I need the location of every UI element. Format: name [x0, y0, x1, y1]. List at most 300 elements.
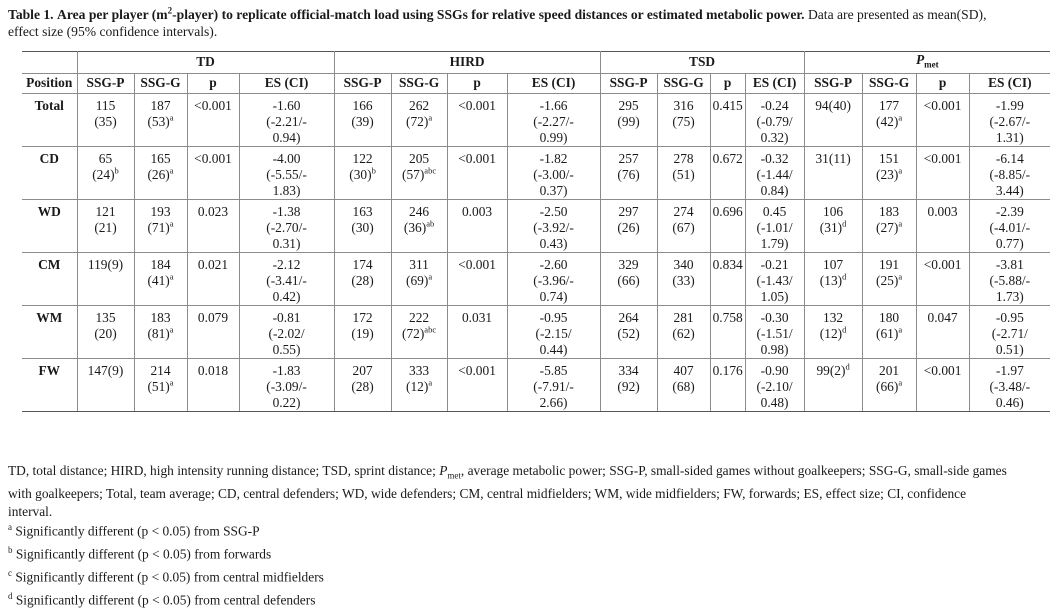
tsd-p-cell: 0.834	[710, 252, 745, 305]
es-line: (-2.70/-	[266, 219, 307, 235]
value-mean: 165	[150, 150, 171, 166]
value-sd-line	[337, 379, 389, 395]
value-sd-line	[337, 326, 389, 342]
position-cell: Total	[22, 93, 77, 146]
pmet-sub: met	[924, 59, 939, 70]
group-header: TSD	[600, 52, 804, 74]
pmet-ssgp-cell	[804, 199, 862, 252]
table-row	[22, 358, 1050, 411]
footnote-text: , average metabolic power; SSG-P, small-sided games without goalkeepers; SSG-G, small-side games with goalkeepers; Total, team average; CD, central defenders; WD, wide defenders; CM, central midfielders; WM, wide midfielders; FW, forwards; ES, effect size; CI, confidence interval.	[8, 463, 1007, 519]
es-line: -5.85	[539, 362, 568, 378]
hird-ssgp-cell	[334, 305, 391, 358]
hird-ssgg-cell	[391, 93, 447, 146]
td-p-cell: <0.001	[187, 93, 239, 146]
hird-p-cell: <0.001	[447, 252, 507, 305]
note-item	[8, 587, 324, 610]
table-row	[22, 93, 1050, 146]
td-p-cell: 0.018	[187, 358, 239, 411]
es-line: 0.42)	[272, 288, 301, 304]
value-sd-line	[337, 273, 389, 289]
es-line: -2.60	[539, 256, 568, 272]
column-header: p	[710, 73, 745, 93]
es-line: -2.12	[272, 256, 301, 272]
value-sd: (30)	[351, 219, 374, 235]
hird-es-cell	[507, 252, 600, 305]
value-sd: (81)	[147, 325, 170, 341]
value-mean: 65	[98, 150, 113, 166]
es-line: 0.74)	[539, 288, 568, 304]
es-line: -4.00	[272, 150, 301, 166]
significance-mark: d	[845, 361, 850, 372]
value-sd: (30)	[349, 166, 372, 182]
significance-mark: a	[428, 377, 433, 388]
td-ssgg-cell	[134, 252, 187, 305]
es-line: (-2.10/	[756, 378, 793, 394]
hird-ssgg-cell	[391, 146, 447, 199]
value-sd-line	[865, 379, 914, 395]
value-mean: 329	[618, 256, 639, 272]
column-header: ES (CI)	[507, 73, 600, 93]
hird-es-cell	[507, 358, 600, 411]
hird-es-cell	[507, 146, 600, 199]
es-line: (-8.85/-	[989, 166, 1031, 182]
value-line	[807, 363, 860, 379]
column-header: p	[447, 73, 507, 93]
es-line: (-2.15/	[535, 325, 572, 341]
value-sd: (28)	[351, 378, 374, 394]
value-sd: (99)	[617, 113, 640, 129]
pmet-ssgp-cell	[804, 252, 862, 305]
es-line: -2.50	[539, 203, 568, 219]
td-p-cell: <0.001	[187, 146, 239, 199]
note-text: Significantly different (p < 0.05) from SSG-P	[15, 523, 260, 539]
position-cell: CD	[22, 146, 77, 199]
value-sd: (57)	[401, 166, 425, 182]
significance-mark: a	[898, 112, 903, 123]
value-sd-line	[137, 326, 185, 342]
es-line: -6.14	[995, 150, 1024, 166]
value-mean: 281	[673, 309, 694, 325]
significance-mark: a	[169, 324, 174, 335]
value-sd-line	[137, 273, 185, 289]
value-sd: (20)	[94, 325, 117, 341]
significance-mark: b	[371, 165, 376, 176]
td-ssgp-cell	[77, 93, 134, 146]
tsd-es-cell	[745, 199, 804, 252]
es-line: (-3.92/-	[533, 219, 574, 235]
es-line: -2.39	[995, 203, 1024, 219]
value-sd-line	[394, 167, 445, 183]
es-line: 0.37)	[539, 182, 568, 198]
hird-ssgg-cell	[391, 358, 447, 411]
significance-mark: a	[428, 271, 433, 282]
es-line: -0.90	[760, 362, 789, 378]
value-sd: (67)	[672, 219, 695, 235]
value-mean: 180	[879, 309, 900, 325]
column-header: SSG-G	[391, 73, 447, 93]
value-sd-line	[80, 220, 132, 236]
value-sd: (27)	[876, 219, 899, 235]
significance-mark: a	[169, 377, 174, 388]
value-sd: (25)	[876, 272, 899, 288]
significance-mark: ab	[426, 218, 435, 229]
value-sd-line	[865, 167, 914, 183]
tsd-es-cell	[745, 146, 804, 199]
pmet-es-cell	[969, 358, 1050, 411]
significance-mark: b	[114, 165, 119, 176]
column-header: SSG-P	[77, 73, 134, 93]
group-header-empty	[22, 52, 77, 74]
es-line: (-2.21/-	[266, 113, 307, 129]
pmet-ssgp-cell	[804, 305, 862, 358]
value-sd-line	[80, 167, 132, 183]
es-line: 0.45	[762, 203, 787, 219]
es-line: -3.81	[995, 256, 1024, 272]
value-mean: 316	[673, 97, 694, 113]
abbreviations-footnote	[8, 462, 1012, 521]
es-line: (-3.00/-	[533, 166, 574, 182]
value-sd: (26)	[147, 166, 170, 182]
value-sd: (36)	[403, 219, 427, 235]
pmet-base: P	[915, 52, 925, 67]
hird-p-cell: <0.001	[447, 146, 507, 199]
value-mean: 193	[150, 203, 171, 219]
value-sd-line	[807, 326, 860, 342]
hird-ssgp-cell	[334, 146, 391, 199]
value-sd-line	[337, 167, 389, 183]
tsd-ssgp-cell	[600, 305, 657, 358]
es-line: (-7.91/-	[533, 378, 574, 394]
value-sd-line	[394, 273, 445, 289]
column-header: p	[916, 73, 969, 93]
pmet-ssgg-cell	[862, 252, 916, 305]
note-mark: a	[8, 522, 12, 532]
value-mean: 246	[409, 203, 430, 219]
position-cell: FW	[22, 358, 77, 411]
es-line: (-5.55/-	[266, 166, 307, 182]
value-sd: (72)	[406, 113, 429, 129]
value-sd-line	[807, 220, 860, 236]
td-p-cell: 0.021	[187, 252, 239, 305]
hird-es-cell	[507, 199, 600, 252]
value-sd-line	[865, 220, 914, 236]
value-sd-line	[660, 220, 708, 236]
significance-mark: a	[169, 112, 174, 123]
value-sd: (75)	[672, 113, 695, 129]
caption-title-part: Area per player (m	[57, 7, 168, 22]
column-header: SSG-G	[862, 73, 916, 93]
value-sd-line	[865, 273, 914, 289]
es-line: (-4.01/-	[989, 219, 1031, 235]
es-line: (-0.79/	[756, 113, 793, 129]
value-sd-line	[137, 220, 185, 236]
significance-notes	[8, 518, 324, 610]
table-caption	[8, 6, 1012, 40]
value-mean: 172	[352, 309, 373, 325]
value-sd: (19)	[351, 325, 374, 341]
es-line: (-3.96/-	[533, 272, 574, 288]
value-sd-line	[660, 167, 708, 183]
tsd-ssgp-cell	[600, 252, 657, 305]
value-line	[807, 151, 860, 167]
value-sd-line	[603, 220, 655, 236]
pmet-p-cell: <0.001	[916, 252, 969, 305]
value-mean: 201	[879, 362, 900, 378]
value-sd: (28)	[351, 272, 374, 288]
hird-p-cell: 0.031	[447, 305, 507, 358]
pmet-ssgp-cell	[804, 93, 862, 146]
value-sd: (66)	[876, 378, 899, 394]
value-sd-line	[394, 326, 445, 342]
value-mean: 99(2)	[816, 362, 846, 378]
tsd-ssgg-cell	[657, 305, 710, 358]
es-line: 1.73)	[995, 288, 1024, 304]
value-sd-line	[865, 326, 914, 342]
es-line: (-1.51/	[756, 325, 793, 341]
es-line: -0.24	[760, 97, 789, 113]
value-mean: 166	[352, 97, 373, 113]
hird-ssgp-cell	[334, 358, 391, 411]
es-line: 1.31)	[995, 129, 1024, 145]
value-mean: 334	[618, 362, 639, 378]
hird-ssgp-cell	[334, 252, 391, 305]
column-header: SSG-P	[804, 73, 862, 93]
value-mean: 187	[150, 97, 171, 113]
es-line: (-2.02/	[268, 325, 305, 341]
tsd-es-cell	[745, 358, 804, 411]
value-mean: 184	[150, 256, 171, 272]
note-mark: b	[8, 545, 13, 556]
hird-ssgp-cell	[334, 93, 391, 146]
note-item	[8, 564, 324, 587]
pmet-es-cell	[969, 252, 1050, 305]
es-line: 2.66)	[539, 394, 568, 410]
td-es-cell	[239, 199, 334, 252]
value-mean: 274	[673, 203, 694, 219]
value-mean: 174	[352, 256, 373, 272]
value-sd: (39)	[351, 113, 374, 129]
value-sd-line	[394, 220, 445, 236]
note-item	[8, 518, 324, 541]
es-line: -0.30	[760, 309, 789, 325]
es-line: 0.48)	[760, 394, 789, 410]
es-line: 0.46)	[995, 394, 1024, 410]
value-mean: 407	[673, 362, 694, 378]
group-header: HIRD	[334, 52, 600, 74]
tsd-ssgg-cell	[657, 358, 710, 411]
es-line: 0.84)	[760, 182, 789, 198]
es-line: (-2.27/-	[533, 113, 574, 129]
tsd-ssgp-cell	[600, 358, 657, 411]
value-mean: 122	[352, 150, 373, 166]
value-sd-line	[865, 114, 914, 130]
value-mean: 264	[618, 309, 639, 325]
value-mean: 31(11)	[815, 150, 851, 166]
hird-ssgg-cell	[391, 199, 447, 252]
value-sd: (52)	[617, 325, 640, 341]
es-line: -1.97	[995, 362, 1024, 378]
significance-mark: a	[169, 165, 174, 176]
value-sd: (26)	[617, 219, 640, 235]
hird-es-cell	[507, 305, 600, 358]
es-line: -1.83	[272, 362, 301, 378]
value-sd-line	[660, 379, 708, 395]
pmet-p-cell: 0.003	[916, 199, 969, 252]
value-sd-line	[137, 167, 185, 183]
es-line: (-3.48/-	[989, 378, 1031, 394]
value-mean: 106	[823, 203, 844, 219]
es-line: (-3.41/-	[266, 272, 307, 288]
value-mean: 121	[95, 203, 116, 219]
td-ssgg-cell	[134, 93, 187, 146]
footnote-pmet-sub: met	[447, 470, 461, 481]
significance-mark: d	[842, 324, 847, 335]
significance-mark: abc	[424, 165, 437, 176]
value-sd: (51)	[672, 166, 695, 182]
value-sd: (72)	[401, 325, 425, 341]
caption-title-part: -player) to replicate official-match load using SSGs for relative speed distances or estimated metabolic power.	[172, 7, 805, 22]
value-mean: 132	[823, 309, 844, 325]
tsd-es-cell	[745, 252, 804, 305]
note-text: Significantly different (p < 0.05) from central midfielders	[15, 569, 324, 585]
es-line: -1.38	[272, 203, 301, 219]
value-mean: 214	[150, 362, 171, 378]
position-cell: WD	[22, 199, 77, 252]
es-line: (-1.43/	[756, 272, 793, 288]
pmet-p-cell: 0.047	[916, 305, 969, 358]
value-line	[80, 257, 132, 273]
column-header: SSG-G	[134, 73, 187, 93]
value-sd: (61)	[876, 325, 899, 341]
value-sd: (42)	[876, 113, 899, 129]
pmet-ssgp-cell	[804, 146, 862, 199]
td-p-cell: 0.023	[187, 199, 239, 252]
note-text: Significantly different (p < 0.05) from forwards	[15, 546, 272, 562]
value-sd: (68)	[672, 378, 695, 394]
note-item	[8, 541, 324, 564]
tsd-ssgg-cell	[657, 146, 710, 199]
significance-mark: a	[169, 271, 174, 282]
es-line: 0.99)	[539, 129, 568, 145]
value-sd-line	[807, 273, 860, 289]
es-line: 1.05)	[760, 288, 789, 304]
value-mean: 183	[150, 309, 171, 325]
es-line: (-1.44/	[756, 166, 793, 182]
footnote-text: TD, total distance; HIRD, high intensity running distance; TSD, sprint distance;	[8, 463, 436, 478]
pmet-p-cell: <0.001	[916, 358, 969, 411]
tsd-es-cell	[745, 305, 804, 358]
es-line: -1.60	[272, 97, 301, 113]
es-line: (-1.01/	[756, 219, 793, 235]
column-header: ES (CI)	[969, 73, 1050, 93]
es-line: 0.77)	[995, 235, 1024, 251]
value-mean: 295	[618, 97, 639, 113]
tsd-es-cell	[745, 93, 804, 146]
es-line: -1.82	[539, 150, 568, 166]
es-line: -0.32	[760, 150, 789, 166]
es-line: 0.22)	[272, 394, 301, 410]
value-sd: (12)	[819, 325, 843, 341]
es-line: -0.21	[760, 256, 789, 272]
value-mean: 205	[409, 150, 430, 166]
value-sd-line	[660, 114, 708, 130]
value-mean: 262	[409, 97, 430, 113]
value-mean: 183	[879, 203, 900, 219]
group-header-row	[22, 52, 1050, 74]
note-mark: d	[8, 591, 13, 602]
column-header: Position	[22, 73, 77, 93]
tsd-p-cell: 0.176	[710, 358, 745, 411]
significance-mark: a	[898, 377, 903, 388]
value-sd: (69)	[406, 272, 429, 288]
value-sd: (62)	[672, 325, 695, 341]
caption-title-sup: 2	[167, 5, 173, 16]
significance-mark: a	[898, 218, 903, 229]
significance-mark: a	[898, 165, 903, 176]
note-text: Significantly different (p < 0.05) from central defenders	[15, 592, 316, 608]
significance-mark: a	[898, 271, 903, 282]
value-mean: 107	[823, 256, 844, 272]
tsd-p-cell: 0.415	[710, 93, 745, 146]
column-header: SSG-P	[334, 73, 391, 93]
tsd-ssgp-cell	[600, 146, 657, 199]
significance-mark: abc	[424, 324, 437, 335]
pmet-ssgg-cell	[862, 93, 916, 146]
td-ssgg-cell	[134, 199, 187, 252]
tsd-ssgg-cell	[657, 252, 710, 305]
pmet-es-cell	[969, 146, 1050, 199]
column-header: SSG-P	[600, 73, 657, 93]
td-ssgp-cell	[77, 358, 134, 411]
results-table	[22, 51, 1050, 412]
caption-description: Data are presented as mean(SD), effect size (95% confidence intervals).	[8, 7, 987, 39]
td-ssgg-cell	[134, 146, 187, 199]
value-sd-line	[394, 379, 445, 395]
es-line: -1.66	[539, 97, 568, 113]
hird-p-cell: <0.001	[447, 93, 507, 146]
es-line: 0.31)	[272, 235, 301, 251]
es-line: (-5.88/-	[989, 272, 1031, 288]
value-mean: 311	[409, 256, 429, 272]
significance-mark: a	[169, 218, 174, 229]
value-sd-line	[337, 220, 389, 236]
td-ssgp-cell	[77, 146, 134, 199]
es-line: -1.99	[995, 97, 1024, 113]
td-es-cell	[239, 252, 334, 305]
value-sd: (71)	[147, 219, 170, 235]
pmet-ssgp-cell	[804, 358, 862, 411]
value-sd: (53)	[147, 113, 170, 129]
value-sd-line	[80, 326, 132, 342]
pmet-es-cell	[969, 199, 1050, 252]
value-line	[807, 98, 860, 114]
tsd-ssgg-cell	[657, 93, 710, 146]
value-line	[80, 363, 132, 379]
pmet-es-cell	[969, 93, 1050, 146]
value-sd-line	[603, 273, 655, 289]
table-row	[22, 146, 1050, 199]
es-line: -0.95	[995, 309, 1024, 325]
value-sd: (51)	[147, 378, 170, 394]
value-sd: (24)	[92, 166, 115, 182]
tsd-ssgp-cell	[600, 199, 657, 252]
value-sd-line	[603, 379, 655, 395]
significance-mark: a	[898, 324, 903, 335]
pmet-ssgg-cell	[862, 305, 916, 358]
es-line: 0.55)	[272, 341, 301, 357]
caption-title	[57, 7, 805, 22]
pmet-p-cell: <0.001	[916, 146, 969, 199]
